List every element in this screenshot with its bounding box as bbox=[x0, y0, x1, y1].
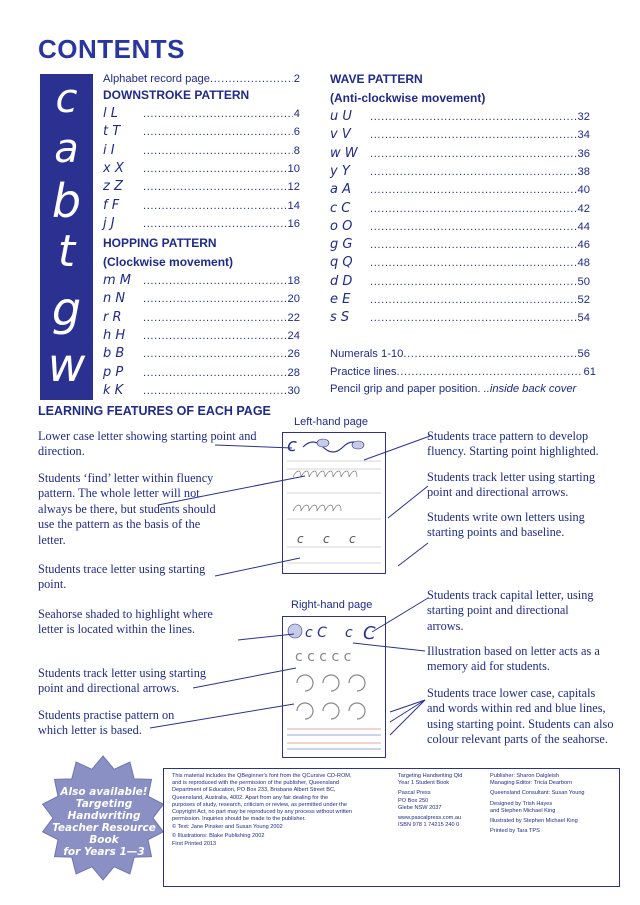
footer-line: www.pascalpress.com.au bbox=[398, 815, 462, 822]
toc-label: Practice lines bbox=[330, 366, 397, 378]
footer-line: Queensland Consultant: Susan Young bbox=[490, 790, 585, 797]
footer-line: and Stephen Michael King bbox=[490, 807, 556, 814]
credits-column bbox=[490, 773, 615, 835]
toc-page: 38 bbox=[577, 165, 590, 178]
right-hand-page-label: Right-hand page bbox=[291, 599, 373, 611]
svg-text:c c c c c: c c c c c bbox=[295, 649, 352, 665]
callout-lowercase-letter: Lower case letter showing starting point and direction. bbox=[38, 429, 257, 459]
footer-line: Copyright Act, no part may be reproduced by any process without written bbox=[172, 809, 353, 816]
toc-label: Numerals 1-10 bbox=[330, 348, 404, 360]
badge-line: Targeting Handwriting bbox=[67, 798, 141, 822]
callout-practise-pattern: Students practise pattern on which letter is based. bbox=[38, 708, 175, 738]
toc-page: 22 bbox=[287, 311, 300, 324]
toc-page: 20 bbox=[287, 293, 300, 306]
sidebar-letter: t bbox=[57, 226, 76, 277]
svg-text:c: c bbox=[349, 532, 356, 546]
footer-line: Pascal Press bbox=[398, 790, 431, 797]
toc-page: 42 bbox=[577, 202, 590, 215]
sidebar-letter: w bbox=[47, 338, 86, 392]
wave-subheading: (Anti-clockwise movement) bbox=[330, 91, 486, 105]
toc-letters: u U bbox=[330, 109, 352, 124]
footer-line: © Text: Jane Pinsker and Susan Young 2002 bbox=[172, 824, 283, 831]
also-available-badge[interactable] bbox=[48, 786, 160, 858]
sidebar-letter: g bbox=[51, 282, 82, 336]
copyright-column bbox=[172, 773, 392, 848]
footer-line: Queensland, Australia, 4002. Apart from any fair dealing for the bbox=[172, 794, 329, 801]
toc-page: 6 bbox=[293, 126, 300, 139]
toc-letters: t T bbox=[103, 124, 121, 140]
callout-track-letter: Students track letter using starting point and directional arrows. bbox=[38, 666, 207, 696]
toc-page: 24 bbox=[287, 329, 300, 342]
badge-line: Teacher Resource Book bbox=[52, 822, 156, 846]
svg-text:C: C bbox=[363, 623, 376, 644]
footer-line: Department of Education, PO Box 233, Brisbane Albert Street BC, bbox=[172, 787, 336, 794]
footer-line: © Illustrations: Blake Publishing 2002 bbox=[172, 832, 265, 839]
toc-page: 32 bbox=[577, 111, 590, 123]
toc-page: 18 bbox=[287, 275, 300, 287]
callout-track-capital: Students track capital letter, using starting point and directional arrows. bbox=[427, 588, 594, 633]
toc-page: 61 bbox=[583, 366, 596, 378]
callout-find-letter: Students ‘find’ letter within fluency pattern. The whole letter will not always be there, but students should use the pattern as the basis of the letter. bbox=[38, 471, 216, 547]
footer-line: Printed by Tara TPS bbox=[490, 828, 540, 835]
toc-letters: r R bbox=[103, 309, 122, 325]
footer-line: permission. Inquiries should be made to the publisher. bbox=[172, 816, 306, 823]
svg-text:c: c bbox=[287, 435, 297, 456]
wave-heading: WAVE PATTERN bbox=[330, 72, 423, 86]
toc-letters: l L bbox=[103, 106, 118, 121]
toc-page: 2 bbox=[293, 73, 300, 85]
toc-letters: a A bbox=[330, 182, 351, 198]
features-heading: LEARNING FEATURES OF EACH PAGE bbox=[38, 404, 271, 418]
toc-letters: w W bbox=[330, 145, 358, 161]
downstroke-heading: DOWNSTROKE PATTERN bbox=[103, 88, 250, 102]
toc-label: Alphabet record page bbox=[103, 73, 210, 85]
toc-page: 48 bbox=[577, 257, 590, 270]
left-hand-page-label: Left-hand page bbox=[294, 416, 369, 428]
toc-letters: d D bbox=[330, 273, 353, 289]
toc-page: 16 bbox=[287, 217, 300, 230]
badge-line: for Years 1—3 bbox=[63, 846, 145, 858]
footer-line: ISBN 978 1 74215 240 0 bbox=[398, 822, 460, 829]
toc-page: 52 bbox=[577, 294, 590, 306]
toc-letters: x X bbox=[103, 160, 124, 176]
sidebar-letter: b bbox=[51, 174, 82, 228]
toc-letters: k K bbox=[103, 382, 124, 398]
toc-letters: q Q bbox=[330, 255, 353, 271]
svg-text:c C: c C bbox=[305, 625, 327, 641]
callout-track-letter-right: Students track letter using starting point and directional arrows. bbox=[427, 470, 596, 500]
svg-text:c: c bbox=[323, 532, 330, 546]
toc-page: 10 bbox=[287, 162, 300, 175]
book-info-column bbox=[398, 773, 486, 829]
toc-letters: i I bbox=[103, 142, 115, 158]
toc-letters: m M bbox=[103, 273, 132, 288]
toc-page: 36 bbox=[577, 147, 590, 160]
toc-page: 34 bbox=[577, 129, 590, 142]
toc-page: 54 bbox=[577, 312, 590, 325]
toc-page: 14 bbox=[287, 199, 300, 212]
toc-page: 30 bbox=[287, 384, 300, 397]
toc-page: 50 bbox=[577, 275, 590, 288]
toc-letters: p P bbox=[103, 364, 124, 380]
footer-line: Year 1 Student Book bbox=[398, 780, 450, 787]
footer-line: PO Box 250 bbox=[398, 797, 429, 804]
toc-label: Pencil grip and paper position. bbox=[330, 383, 481, 395]
footer-line: Illustrated by Stephen Michael King bbox=[490, 818, 578, 825]
footer-line: Managing Editor: Tricia Dearborn bbox=[490, 780, 573, 787]
callout-trace-pattern: Students trace pattern to develop fluency. Starting point highlighted. bbox=[427, 429, 599, 459]
footer-line: purposes of study, research, criticism or review, as permitted under the bbox=[172, 801, 347, 808]
footer-line: First Printed 2013 bbox=[172, 840, 217, 847]
svg-text:c: c bbox=[345, 625, 353, 641]
toc-letters: g G bbox=[330, 237, 353, 253]
toc-letters: f F bbox=[103, 197, 120, 213]
toc-page: ..inside back cover bbox=[480, 383, 577, 395]
page-title: CONTENTS bbox=[38, 34, 185, 64]
hopping-subheading: (Clockwise movement) bbox=[103, 255, 234, 269]
sidebar-letter: c bbox=[55, 76, 78, 122]
toc-letters: h H bbox=[103, 327, 126, 343]
toc-letters: e E bbox=[330, 292, 351, 307]
footer-line: This material includes the QBeginner's font from the QCursive CD-ROM, bbox=[172, 773, 352, 779]
hopping-heading: HOPPING PATTERN bbox=[103, 236, 217, 250]
toc-letters: y Y bbox=[330, 163, 350, 179]
toc-page: 12 bbox=[287, 181, 300, 194]
toc-letters: c C bbox=[330, 200, 351, 216]
toc-letters: b B bbox=[103, 346, 125, 362]
toc-page: 56 bbox=[577, 348, 590, 360]
toc-letters: v V bbox=[330, 127, 351, 143]
svg-text:c: c bbox=[297, 532, 304, 546]
toc-letters: o O bbox=[330, 218, 353, 234]
callout-trace-lower-capitals: Students trace lower case, capitals and words within red and blue lines, using starting point. Students can also colour relevant parts of the seahorse. bbox=[427, 686, 614, 747]
footer-line: Publisher: Sharon Dalgleish bbox=[490, 773, 560, 779]
callout-seahorse-shaded: Seahorse shaded to highlight where letter is located within the lines. bbox=[38, 607, 213, 637]
sidebar-letter: a bbox=[54, 126, 79, 172]
toc-page: 46 bbox=[577, 239, 590, 252]
toc-page: 8 bbox=[293, 144, 300, 157]
footer-line: Targeting Handwriting Qld bbox=[398, 773, 463, 779]
callout-trace-letter: Students trace letter using starting point. bbox=[38, 562, 206, 592]
footer-line: Designed by Trish Hayes bbox=[490, 800, 553, 807]
toc-letters: s S bbox=[330, 310, 350, 326]
toc-page: 28 bbox=[287, 366, 300, 379]
toc-page: 4 bbox=[293, 108, 300, 120]
toc-page: 26 bbox=[287, 348, 300, 361]
callout-write-own-letters: Students write own letters using starting points and baseline. bbox=[427, 510, 585, 540]
toc-page: 40 bbox=[577, 184, 590, 197]
publication-info-box bbox=[163, 768, 620, 887]
footer-line: and is reproduced with the permission of the publisher, Queensland bbox=[172, 780, 339, 787]
toc-letters: j J bbox=[103, 215, 115, 231]
toc-letters: n N bbox=[103, 291, 126, 307]
badge-line: Also available! bbox=[60, 786, 148, 798]
toc-letters: z Z bbox=[103, 179, 123, 195]
toc-page: 44 bbox=[577, 220, 590, 233]
callout-illustration: Illustration based on letter acts as a memory aid for students. bbox=[427, 644, 600, 674]
footer-line: Glebe NSW 2037 bbox=[398, 804, 442, 811]
